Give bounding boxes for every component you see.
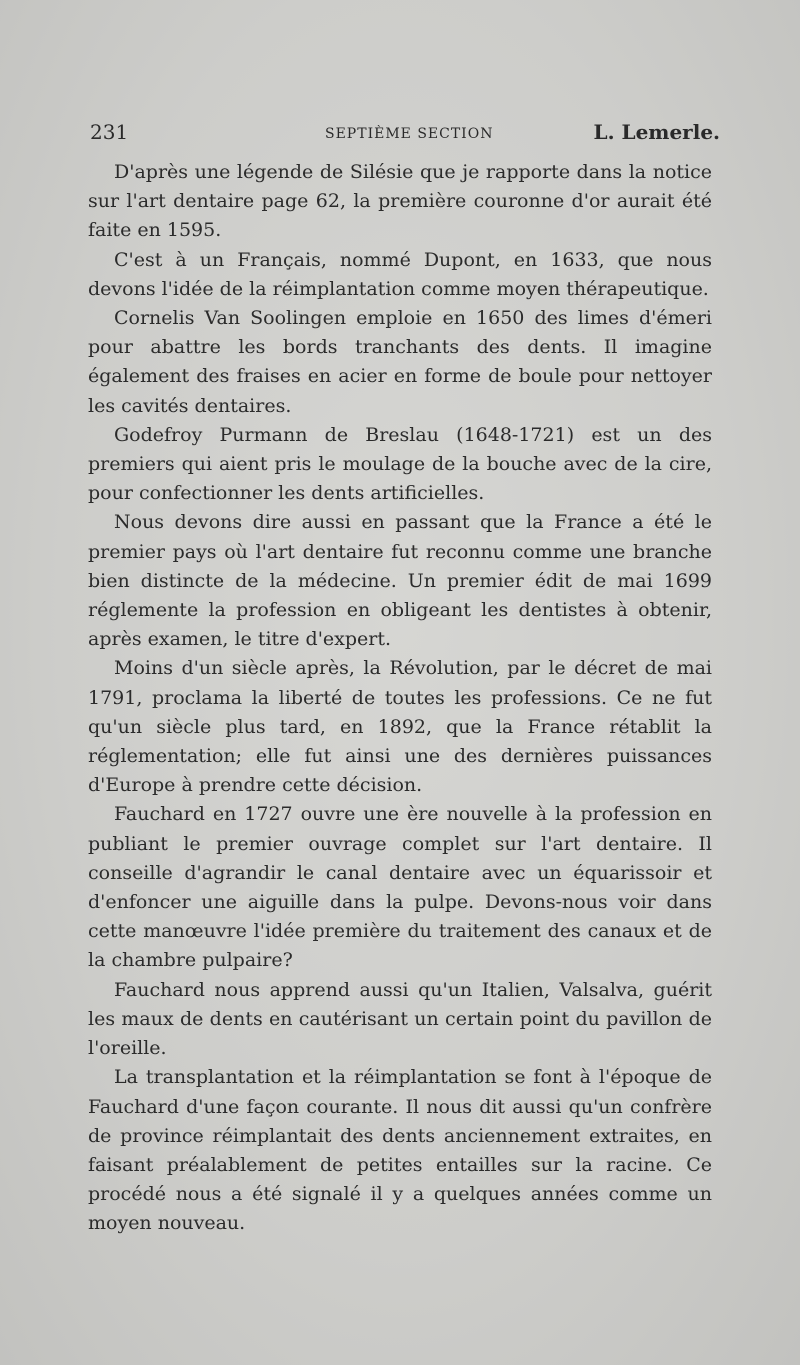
- body-text: [88, 158, 712, 1239]
- author-name: L. Lemerle.: [593, 120, 720, 144]
- section-title: SEPTIÈME SECTION: [325, 126, 494, 142]
- paragraph: Nous devons dire aussi en passant que la France a été le premier pays où l'art dentaire fut reconnu comme une branche bien distincte de la médecine. Un premier édit de mai 1699 réglemente la profession en obligeant les dentistes à obtenir, après examen, le titre d'expert.: [88, 511, 712, 651]
- paragraph: La transplantation et la réimplantation se font à l'époque de Fauchard d'une façon courante. Il nous dit aussi qu'un confrère de province réimplantait des dents anciennement extraites, en faisant préalablement de petites entailles sur la racine. Ce procédé nous a été signalé il y a quelques années comme un moyen nouveau.: [88, 1066, 712, 1235]
- paragraph: Godefroy Purmann de Breslau (1648-1721) est un des premiers qui aient pris le moulage de la bouche avec de la cire, pour confectionner les dents artificielles.: [88, 423, 712, 505]
- page-number: 231: [90, 120, 129, 144]
- paragraph: Fauchard nous apprend aussi qu'un Italien, Valsalva, guérit les maux de dents en cautérisant un certain point du pavillon de l'oreille.: [88, 978, 712, 1060]
- running-header: [90, 120, 720, 152]
- paragraph: D'après une légende de Silésie que je rapporte dans la notice sur l'art dentaire page 62, la première couronne d'or aurait été faite en 1595.: [88, 161, 712, 242]
- paragraph: C'est à un Français, nommé Dupont, en 1633, que nous devons l'idée de la réimplantation comme moyen thérapeutique.: [88, 248, 712, 300]
- paragraph: Fauchard en 1727 ouvre une ère nouvelle à la profession en publiant le premier ouvrage complet sur l'art dentaire. Il conseille d'agrandir le canal dentaire avec un équarissoir et d'enfoncer une aiguille dans la pulpe. Devons-nous voir dans cette manœuvre l'idée première du traitement des canaux et de la chambre pulpaire?: [88, 803, 712, 972]
- paragraph: Cornelis Van Soolingen emploie en 1650 des limes d'émeri pour abattre les bords tranchants des dents. Il imagine également des fraises en acier en forme de boule pour nettoyer les cavités dentaires.: [88, 307, 712, 417]
- paragraph: Moins d'un siècle après, la Révolution, par le décret de mai 1791, proclama la liberté de toutes les professions. Ce ne fut qu'un siècle plus tard, en 1892, que la France rétablit la réglementation; elle fut ainsi une des dernières puissances d'Europe à prendre cette décision.: [88, 657, 712, 797]
